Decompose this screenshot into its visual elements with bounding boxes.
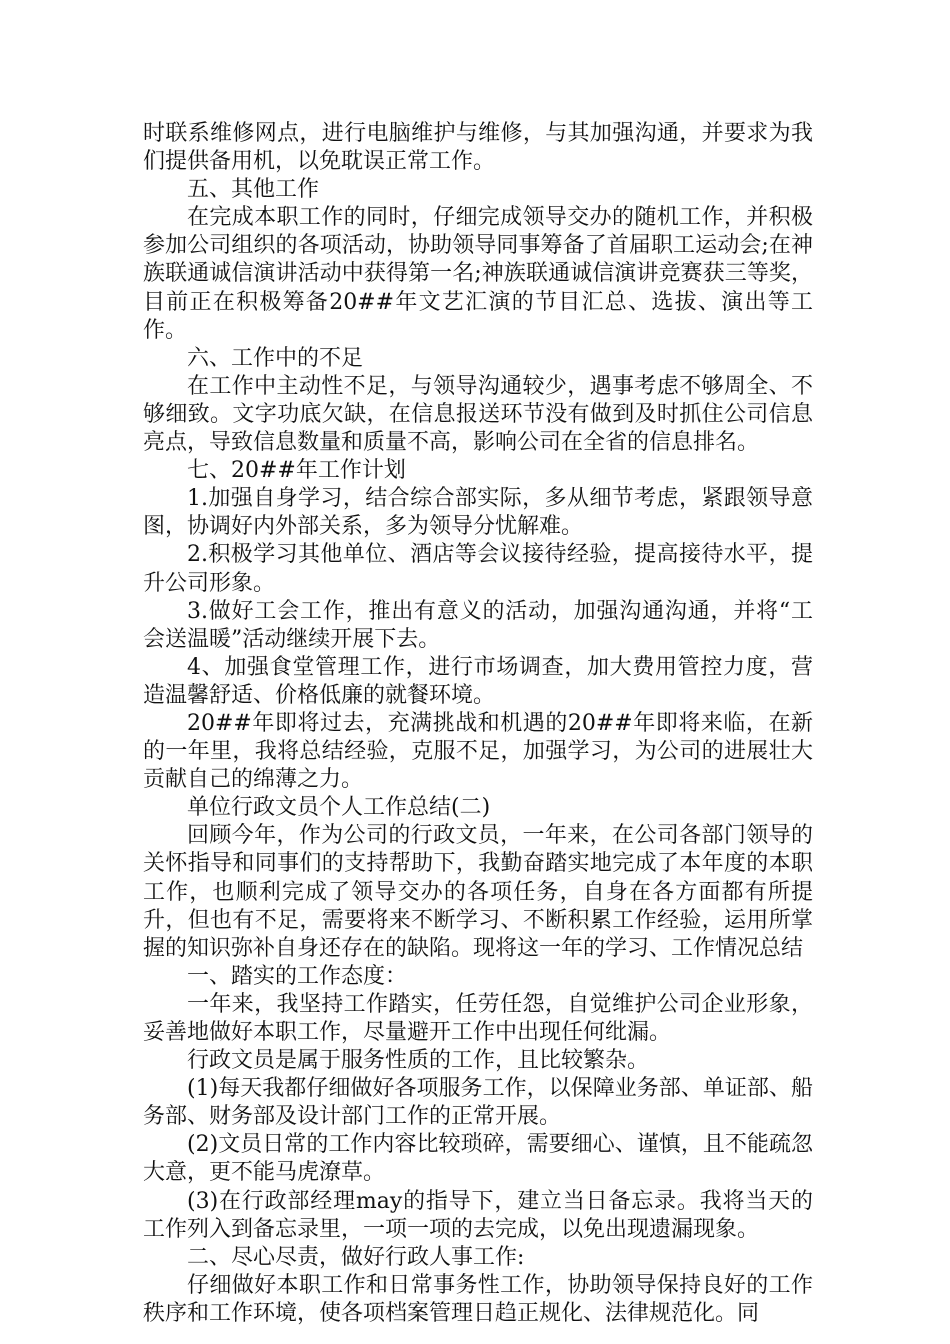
list-item: (1)每天我都仔细做好各项服务工作，以保障业务部、单证部、船务部、财务部及设计部门工作的正常开展。 xyxy=(143,1076,813,1130)
section-heading-responsibility: 二、尽心尽责，做好行政人事工作: xyxy=(187,1244,525,1270)
section-heading-work-plan: 七、20##年工作计划 xyxy=(187,458,406,484)
paragraph: 行政文员是属于服务性质的工作，且比较繁杂。 xyxy=(187,1048,650,1074)
paragraph: 在完成本职工作的同时，仔细完成领导交办的随机工作，并积极参加公司组织的各项活动，协助领导同事筹备了首届职工运动会;在神族联通诚信演讲活动中获得第一名;神族联通诚信演讲竞赛获三等奖，目前正在积极筹备20##年文艺汇演的节目汇总、选拔、演出等工作。 xyxy=(143,205,813,343)
list-item: 3.做好工会工作，推出有意义的活动，加强沟通沟通，并将“工会送温暖”活动继续开展下去。 xyxy=(143,598,813,652)
list-item: (2)文员日常的工作内容比较琐碎，需要细心、谨慎，且不能疏忽大意，更不能马虎潦草。 xyxy=(143,1132,813,1186)
paragraph: 仔细做好本职工作和日常事务性工作，协助领导保持良好的工作秩序和工作环境，使各项档案管理日趋正规化、法律规范化。同 xyxy=(143,1272,813,1326)
section-heading-shortcomings: 六、工作中的不足 xyxy=(187,345,364,371)
list-item: 2.积极学习其他单位、酒店等会议接待经验，提高接待水平，提升公司形象。 xyxy=(143,542,813,596)
document-subtitle: 单位行政文员个人工作总结(二) xyxy=(187,795,491,821)
section-heading-other-work: 五、其他工作 xyxy=(187,177,320,203)
paragraph: 在工作中主动性不足，与领导沟通较少，遇事考虑不够周全、不够细致。文字功底欠缺，在信息报送环节没有做到及时抓住公司信息亮点，导致信息数量和质量不高，影响公司在全省的信息排名。 xyxy=(143,373,813,456)
list-item: (3)在行政部经理may的指导下，建立当日备忘录。我将当天的工作列入到备忘录里，一项一项的去完成，以免出现遗漏现象。 xyxy=(143,1188,813,1242)
section-heading-attitude: 一、踏实的工作态度： xyxy=(187,963,408,989)
list-item: 1.加强自身学习，结合综合部实际，多从细节考虑，紧跟领导意图，协调好内外部关系，多为领导分忧解难。 xyxy=(143,486,813,540)
paragraph: 一年来，我坚持工作踏实，任劳任怨，自觉维护公司企业形象，妥善地做好本职工作，尽量避开工作中出现任何纰漏。 xyxy=(143,991,813,1045)
paragraph-closing: 20##年即将过去，充满挑战和机遇的20##年即将来临，在新的一年里，我将总结经验，克服不足，加强学习，为公司的进展壮大贡献自己的绵薄之力。 xyxy=(143,710,813,793)
paragraph-continuation: 时联系维修网点，进行电脑维护与维修，与其加强沟通，并要求为我们提供备用机，以免耽误正常工作。 xyxy=(143,121,813,175)
list-item: 4、加强食堂管理工作，进行市场调查，加大费用管控力度，营造温馨舒适、价格低廉的就餐环境。 xyxy=(143,654,813,708)
paragraph: 回顾今年，作为公司的行政文员，一年来，在公司各部门领导的关怀指导和同事们的支持帮助下，我勤奋踏实地完成了本年度的本职工作，也顺利完成了领导交办的各项任务，自身在各方面都有所提升，但也有不足，需要将来不断学习、不断积累工作经验，运用所掌握的知识弥补自身还存在的缺陷。现将这一年的学习、工作情况总结 xyxy=(143,823,813,961)
document-page xyxy=(143,120,813,1328)
